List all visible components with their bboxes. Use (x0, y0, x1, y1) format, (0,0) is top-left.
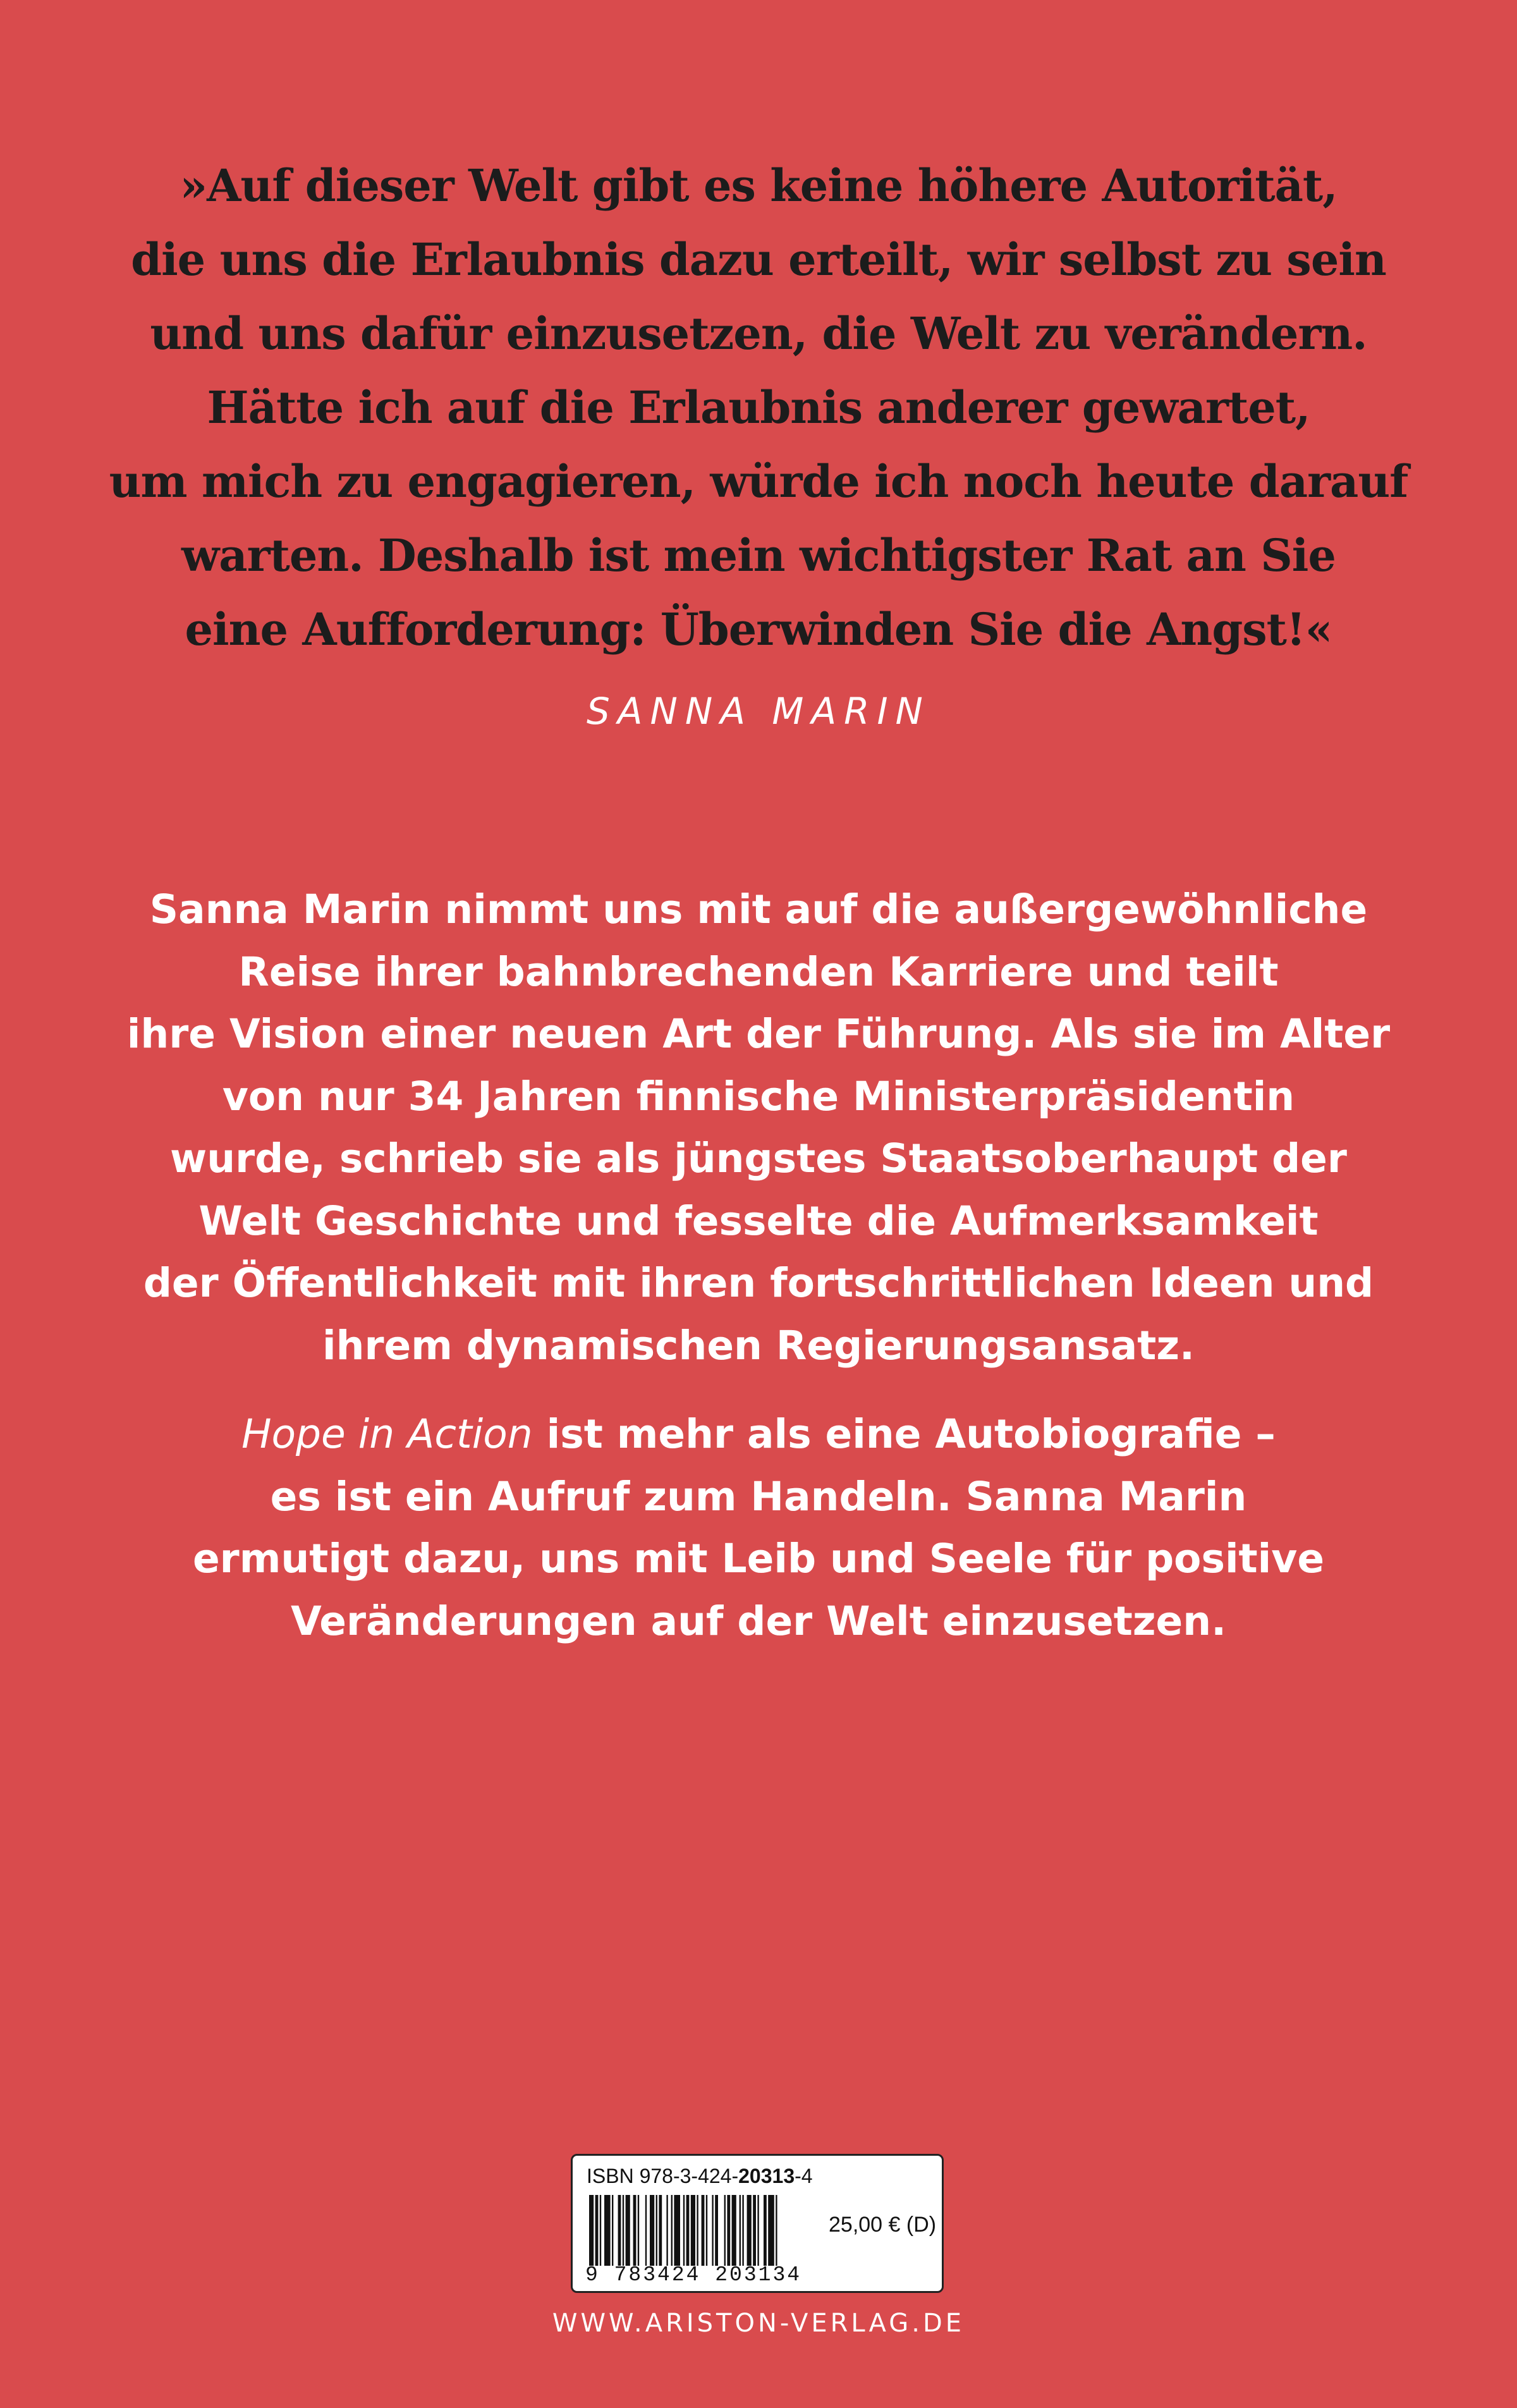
quote-line: und uns dafür einzusetzen, die Welt zu verändern. (150, 307, 1367, 360)
isbn-number (587, 2165, 813, 2188)
blurb-line: Veränderungen auf der Welt einzusetzen. (290, 1598, 1227, 1644)
blurb-line: Sanna Marin nimmt uns mit auf die außergewöhnliche (149, 886, 1368, 932)
price-label: 25,00 € (D) (829, 2213, 937, 2237)
quote-line: »Auf dieser Welt gibt es keine höhere Autorität, (180, 159, 1337, 212)
publisher-url: WWW.ARISTON-VERLAG.DE (552, 2309, 965, 2338)
book-title: Hope in Action (241, 1411, 533, 1457)
blurb-line: Reise ihrer bahnbrechenden Karriere und teilt (238, 948, 1279, 995)
quote-line: eine Aufforderung: Überwinden Sie die Angst!« (185, 603, 1332, 656)
blurb-line: Welt Geschichte und fesselte die Aufmerksamkeit (198, 1197, 1319, 1244)
blurb-line: wurde, schrieb sie als jüngstes Staatsoberhaupt der (170, 1135, 1347, 1182)
isbn-barcode-label (571, 2154, 944, 2293)
blurb-line-rest: ist mehr als eine Autobiografie – (532, 1411, 1276, 1457)
quote-line: die uns die Erlaubnis dazu erteilt, wir selbst zu sein (131, 233, 1386, 286)
blurb-line: ihre Vision einer neuen Art der Führung. Als sie im Alter (126, 1011, 1391, 1057)
blurb-line: ihrem dynamischen Regierungsansatz. (322, 1322, 1195, 1369)
back-cover-quote (95, 149, 1422, 666)
isbn-prefix: ISBN 978-3-424- (587, 2165, 739, 2187)
blurb-line: der Öffentlichkeit mit ihren fortschrittlichen Ideen und (143, 1260, 1374, 1306)
quote-line: warten. Deshalb ist mein wichtigster Rat an Sie (181, 529, 1336, 582)
barcode-icon (589, 2195, 822, 2266)
blurb-line: von nur 34 Jahren finnische Ministerpräsidentin (222, 1073, 1295, 1120)
blurb-line: es ist ein Aufruf zum Handeln. Sanna Marin (270, 1473, 1247, 1520)
quote-line: Hätte ich auf die Erlaubnis anderer gewartet, (207, 381, 1310, 434)
blurb-line (63, 1403, 1454, 1466)
blurb-line: ermutigt dazu, uns mit Leib und Seele für positive (192, 1536, 1325, 1582)
quote-line: um mich zu engagieren, würde ich noch heute darauf (109, 455, 1408, 508)
blurb-paragraph-1 (63, 879, 1454, 1377)
quote-author: SANNA MARIN (587, 690, 930, 733)
isbn-suffix: -4 (795, 2165, 813, 2187)
isbn-bold-part: 20313 (738, 2165, 795, 2187)
blurb-paragraph-2 (63, 1403, 1454, 1653)
barcode-digits: 9 783424 203134 (585, 2263, 802, 2287)
